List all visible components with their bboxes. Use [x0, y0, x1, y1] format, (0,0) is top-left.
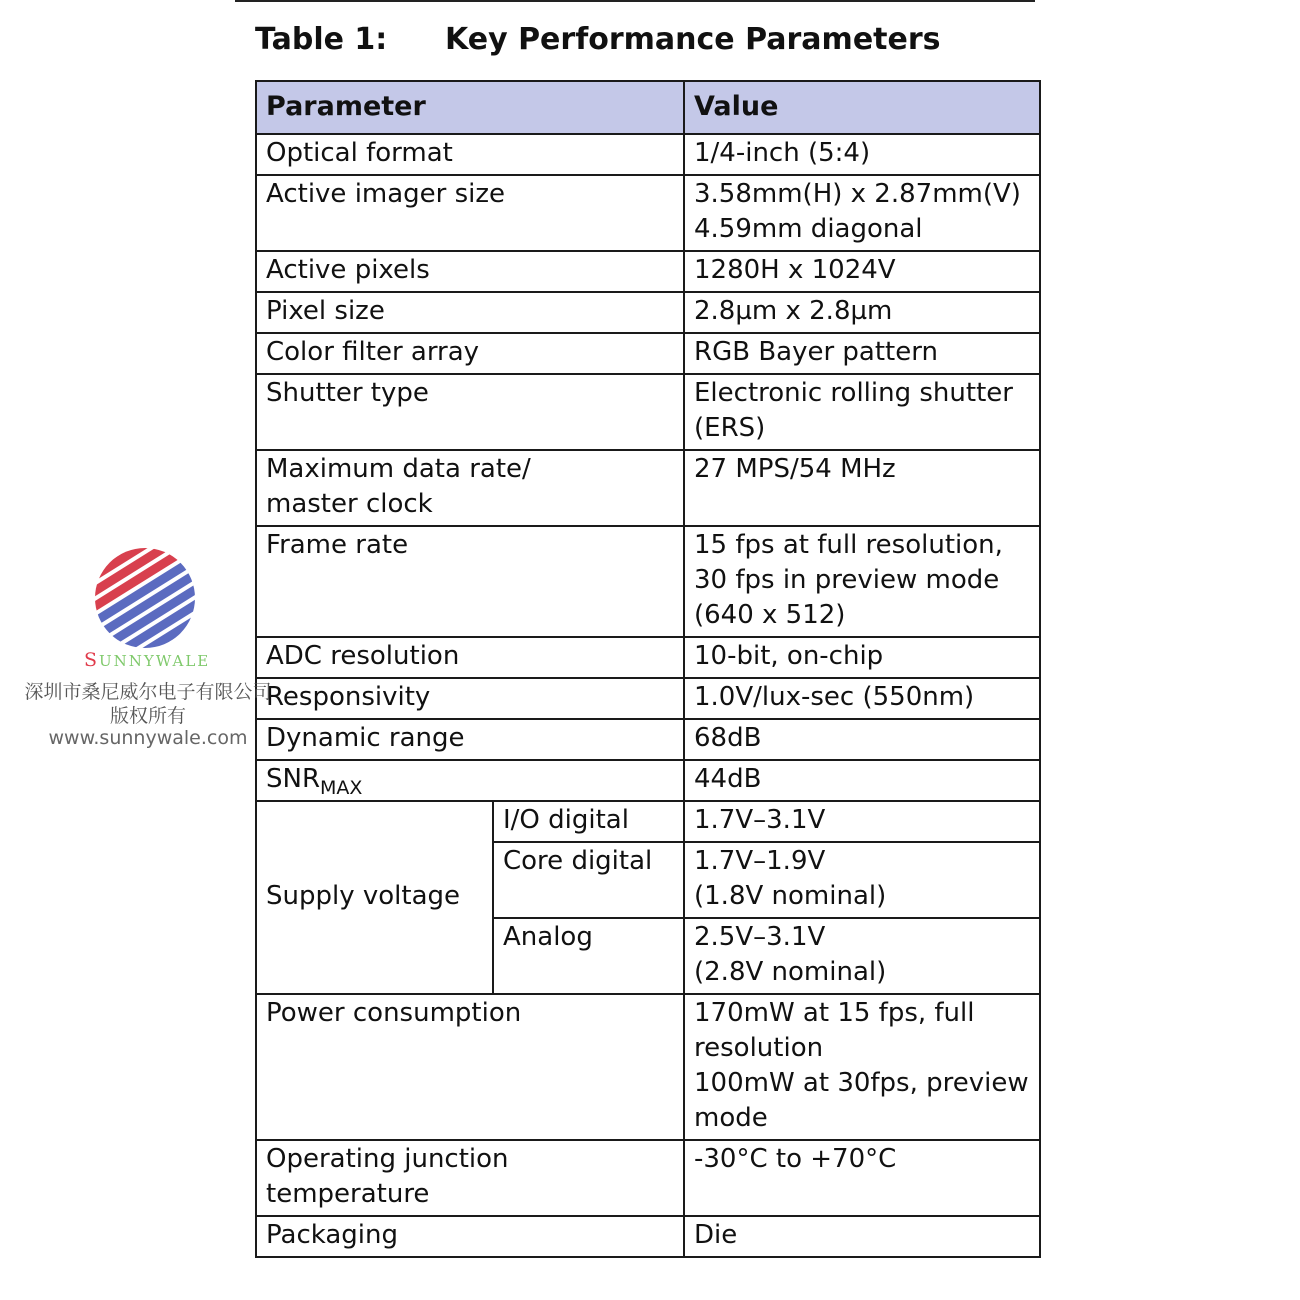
value-cell [684, 760, 1040, 801]
value-cell [684, 526, 1040, 637]
table-row [256, 1216, 1040, 1257]
brand-first-letter: S [84, 649, 100, 671]
table-row [256, 134, 1040, 175]
header-row [256, 81, 1040, 134]
sub-param-cell [493, 842, 684, 918]
value-text: 15 fps at full resolution, [694, 530, 1003, 560]
caption-title: Key Performance Parameters [445, 22, 941, 57]
value-text: 1/4-inch (5:4) [694, 138, 871, 168]
striped-globe-icon [92, 545, 198, 651]
param-text: Responsivity [266, 682, 431, 712]
table-row [256, 801, 1040, 842]
table-row [256, 333, 1040, 374]
value-text: Electronic rolling shutter [694, 378, 1013, 408]
value-text: 100mW at 30fps, preview [694, 1068, 1029, 1098]
value-text: 10-bit, on-chip [694, 641, 884, 671]
table-row [256, 994, 1040, 1140]
param-cell [256, 678, 684, 719]
value-text: 1.7V–3.1V [694, 805, 826, 835]
value-cell [684, 1216, 1040, 1257]
table-row [256, 292, 1040, 333]
table-row [256, 450, 1040, 526]
value-cell [684, 637, 1040, 678]
param-text: Active imager size [266, 179, 506, 209]
value-cell [684, 719, 1040, 760]
param-text: Active pixels [266, 255, 430, 285]
table-row [256, 251, 1040, 292]
supply-voltage-cell [256, 801, 493, 994]
value-cell [684, 1140, 1040, 1216]
param-text: Shutter type [266, 378, 429, 408]
brand-rest: UNNYWALE [99, 652, 211, 670]
value-text: 4.59mm diagonal [694, 214, 923, 244]
param-cell [256, 134, 684, 175]
value-text: 1280H x 1024V [694, 255, 896, 285]
table-row [256, 678, 1040, 719]
param-text: Dynamic range [266, 723, 465, 753]
table-caption [255, 22, 941, 58]
value-text: 1.0V/lux-sec (550nm) [694, 682, 975, 712]
param-text: ADC resolution [266, 641, 460, 671]
value-text: mode [694, 1103, 768, 1133]
value-cell [684, 678, 1040, 719]
table-row [256, 175, 1040, 251]
value-text: RGB Bayer pattern [694, 337, 938, 367]
value-cell [684, 292, 1040, 333]
param-cell [256, 637, 684, 678]
value-text: 27 MPS/54 MHz [694, 454, 896, 484]
sub-param-text: Core digital [503, 846, 653, 876]
param-text: Supply voltage [266, 881, 461, 911]
snr-subscript: MAX [320, 777, 363, 799]
param-text: temperature [266, 1179, 430, 1209]
value-text: (640 x 512) [694, 600, 846, 630]
value-text: 2.5V–3.1V [694, 922, 826, 952]
param-cell [256, 374, 684, 450]
value-cell [684, 251, 1040, 292]
param-text: master clock [266, 489, 433, 519]
watermark-company: 深圳市桑尼威尔电子有限公司 [24, 681, 272, 703]
value-text: 1.7V–1.9V [694, 846, 826, 876]
value-cell [684, 450, 1040, 526]
param-cell [256, 450, 684, 526]
value-cell [684, 175, 1040, 251]
param-text: Optical format [266, 138, 453, 168]
param-cell [256, 333, 684, 374]
watermark-rights: 版权所有 [109, 705, 186, 727]
table-row [256, 374, 1040, 450]
param-text [266, 762, 674, 797]
param-cell [256, 1216, 684, 1257]
value-text: Die [694, 1220, 738, 1250]
value-cell [684, 801, 1040, 842]
param-cell [256, 292, 684, 333]
sub-param-cell [493, 918, 684, 994]
parameters-table [255, 80, 1041, 1258]
param-cell [256, 1140, 684, 1216]
value-cell [684, 374, 1040, 450]
table-row [256, 719, 1040, 760]
table-row [256, 760, 1040, 801]
param-text: Pixel size [266, 296, 385, 326]
param-cell [256, 719, 684, 760]
value-cell [684, 918, 1040, 994]
param-cell [256, 251, 684, 292]
sub-param-text: I/O digital [503, 805, 629, 835]
watermark-url: www.sunnywale.com [48, 727, 248, 749]
snr-text: SNR [266, 764, 321, 794]
param-text: Frame rate [266, 530, 409, 560]
table-row [256, 526, 1040, 637]
value-text: 68dB [694, 723, 762, 753]
watermark [0, 545, 300, 760]
param-text: Color filter array [266, 337, 480, 367]
param-text: Maximum data rate/ [266, 454, 531, 484]
value-text: -30°C to +70°C [694, 1144, 897, 1174]
value-text: (1.8V nominal) [694, 881, 887, 911]
top-rule [235, 0, 1035, 2]
value-text: 3.58mm(H) x 2.87mm(V) [694, 179, 1021, 209]
value-text: 2.8µm x 2.8µm [694, 296, 893, 326]
value-cell [684, 994, 1040, 1140]
param-cell [256, 175, 684, 251]
value-text: resolution [694, 1033, 824, 1063]
header-value: Value [684, 81, 1040, 134]
header-parameter: Parameter [256, 81, 684, 134]
value-text: (2.8V nominal) [694, 957, 887, 987]
param-text: Power consumption [266, 998, 522, 1028]
value-text: 170mW at 15 fps, full [694, 998, 975, 1028]
value-cell [684, 333, 1040, 374]
param-cell [256, 760, 684, 801]
value-text: 44dB [694, 764, 762, 794]
param-cell [256, 526, 684, 637]
value-cell [684, 134, 1040, 175]
table-row [256, 637, 1040, 678]
sub-param-text: Analog [503, 922, 593, 952]
watermark-brand [84, 649, 210, 671]
param-cell [256, 994, 684, 1140]
param-text: Packaging [266, 1220, 398, 1250]
table-row [256, 1140, 1040, 1216]
sub-param-cell [493, 801, 684, 842]
caption-label: Table 1: [255, 22, 388, 57]
value-cell [684, 842, 1040, 918]
value-text: (ERS) [694, 413, 766, 443]
param-text: Operating junction [266, 1144, 509, 1174]
value-text: 30 fps in preview mode [694, 565, 1000, 595]
